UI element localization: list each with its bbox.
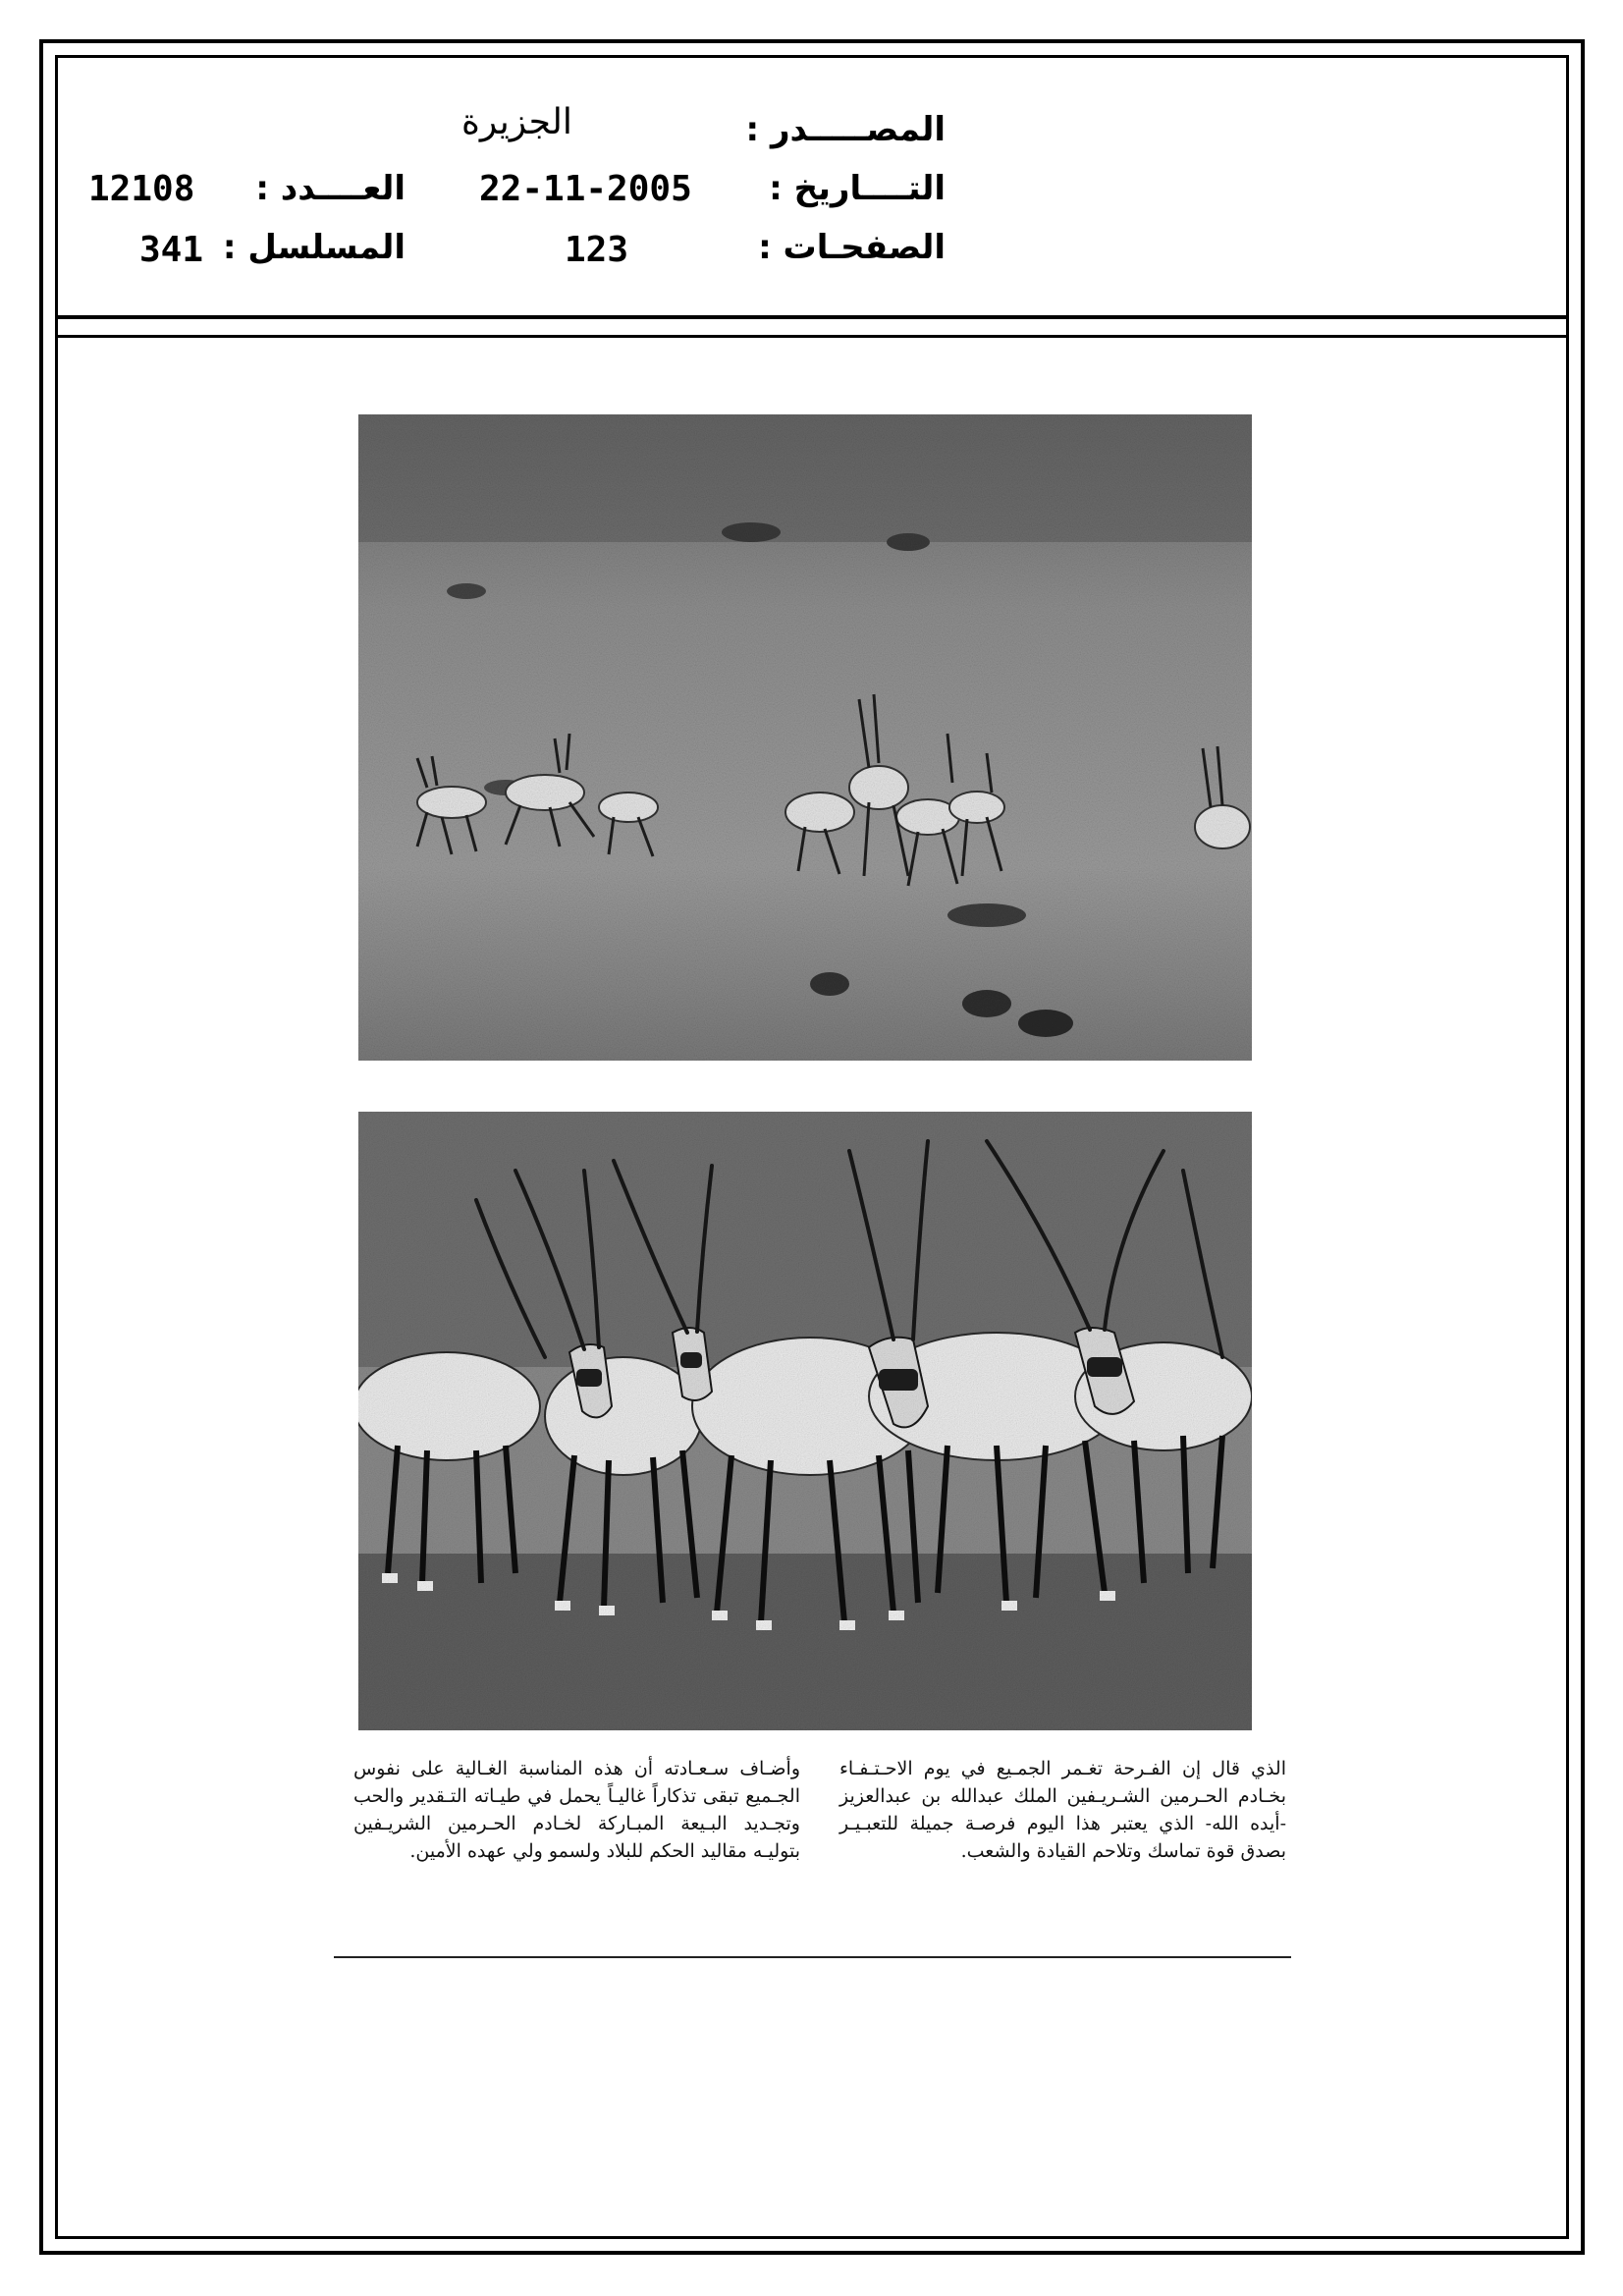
oryx-herd-photo — [358, 1112, 1252, 1730]
serial-value: 341 — [139, 230, 204, 270]
article-paragraph: وأضـاف سـعـادته أن هذه المناسبة الغـالية على نفوس الجـميع تبقى تذكاراً غاليـاً يحمل في طيـاته التـقدير والحب وتجـديد البـيعة المبـاركة لخـادم الحـرمين الشريـفين بتوليـه مقاليد الحكم للبلاد ولسمو ولي عهده الأمين. — [353, 1758, 800, 1862]
gazelles-photo — [358, 414, 1252, 1061]
source-label: المصـــــدر : — [745, 110, 946, 149]
issue-value: 12108 — [88, 169, 195, 209]
source-value: الجزيرة — [461, 102, 572, 142]
newspaper-clipping — [334, 395, 1291, 1958]
serial-label: المسلسل : — [222, 228, 406, 267]
pages-value: 123 — [565, 230, 629, 270]
issue-label: العــــدد : — [255, 169, 406, 208]
header-separator-inner — [55, 335, 1569, 338]
article-column-left — [353, 1755, 800, 1865]
header-separator — [55, 315, 1569, 319]
clipping-bottom-rule — [334, 1956, 1291, 1958]
date-label: التــــاريخ : — [769, 169, 946, 208]
pages-label: الصفحـات : — [758, 228, 946, 267]
article-column-right — [839, 1755, 1286, 1865]
article-paragraph: الذي قال إن الفـرحة تغـمر الجمـيع في يوم الاحـتـفـاء بخـادم الحـرمين الشـريـفين الملك عبدالله بن عبدالعزيز -أيده الله- الذي يعتبر هذا اليوم فرصـة جميلة للتعبـيـر بصدق قوة تماسك وتلاحم القيادة والشعب. — [839, 1758, 1286, 1862]
date-value: 22-11-2005 — [479, 169, 692, 209]
